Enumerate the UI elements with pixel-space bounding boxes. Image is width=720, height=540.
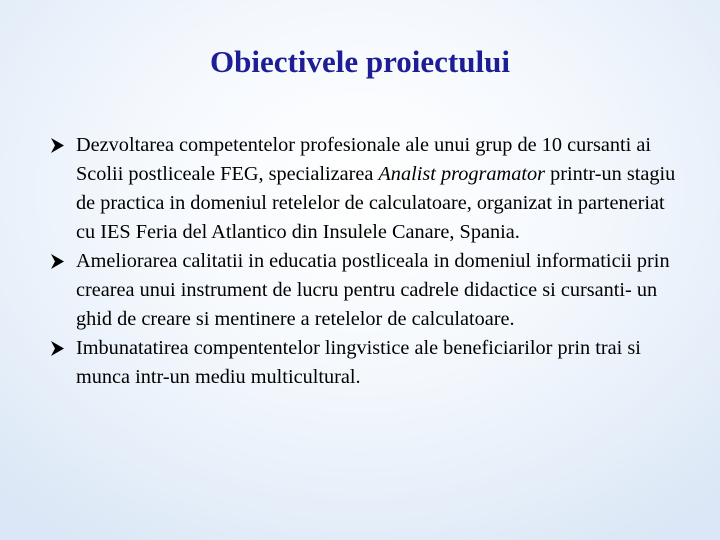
bullet-lead-letter: A (76, 250, 91, 272)
bullet-text: ezvoltarea competentelor profesionale ale unui grup de 10 cursanti ai Scolii postliceale FEG, specializarea (76, 134, 651, 185)
arrowhead-bullet-icon (48, 247, 66, 276)
bullet-text: meliorarea calitatii in educatia postliceala in domeniul informaticii prin crearea unui instrument de lucru pentru cadrele didactice si cursanti- un ghid de creare si mentinere a retelelor de calculatoare. (76, 250, 670, 330)
arrowhead-bullet-icon (48, 334, 66, 363)
bullet-text-continued: printr-un stagiu de practica in domeniul retelelor de calculatoare, organizat in parteneriat cu IES Feria del Atlantico din Insulele Canare, Spania. (76, 163, 676, 243)
bullet-lead-letter: I (76, 337, 83, 359)
list-item (48, 131, 688, 247)
objectives-list (48, 131, 688, 392)
list-item (48, 334, 688, 392)
arrowhead-bullet-icon (48, 131, 66, 160)
bullet-lead-letter: D (76, 134, 91, 156)
slide-title: Obiectivele proiectului (210, 44, 510, 79)
bullet-text: mbunatatirea compententelor lingvistice ale beneficiarilor prin trai si munca intr-un mediu multicultural. (76, 337, 641, 388)
bullet-emphasis: Analist programator (378, 163, 546, 185)
list-item (48, 247, 688, 334)
